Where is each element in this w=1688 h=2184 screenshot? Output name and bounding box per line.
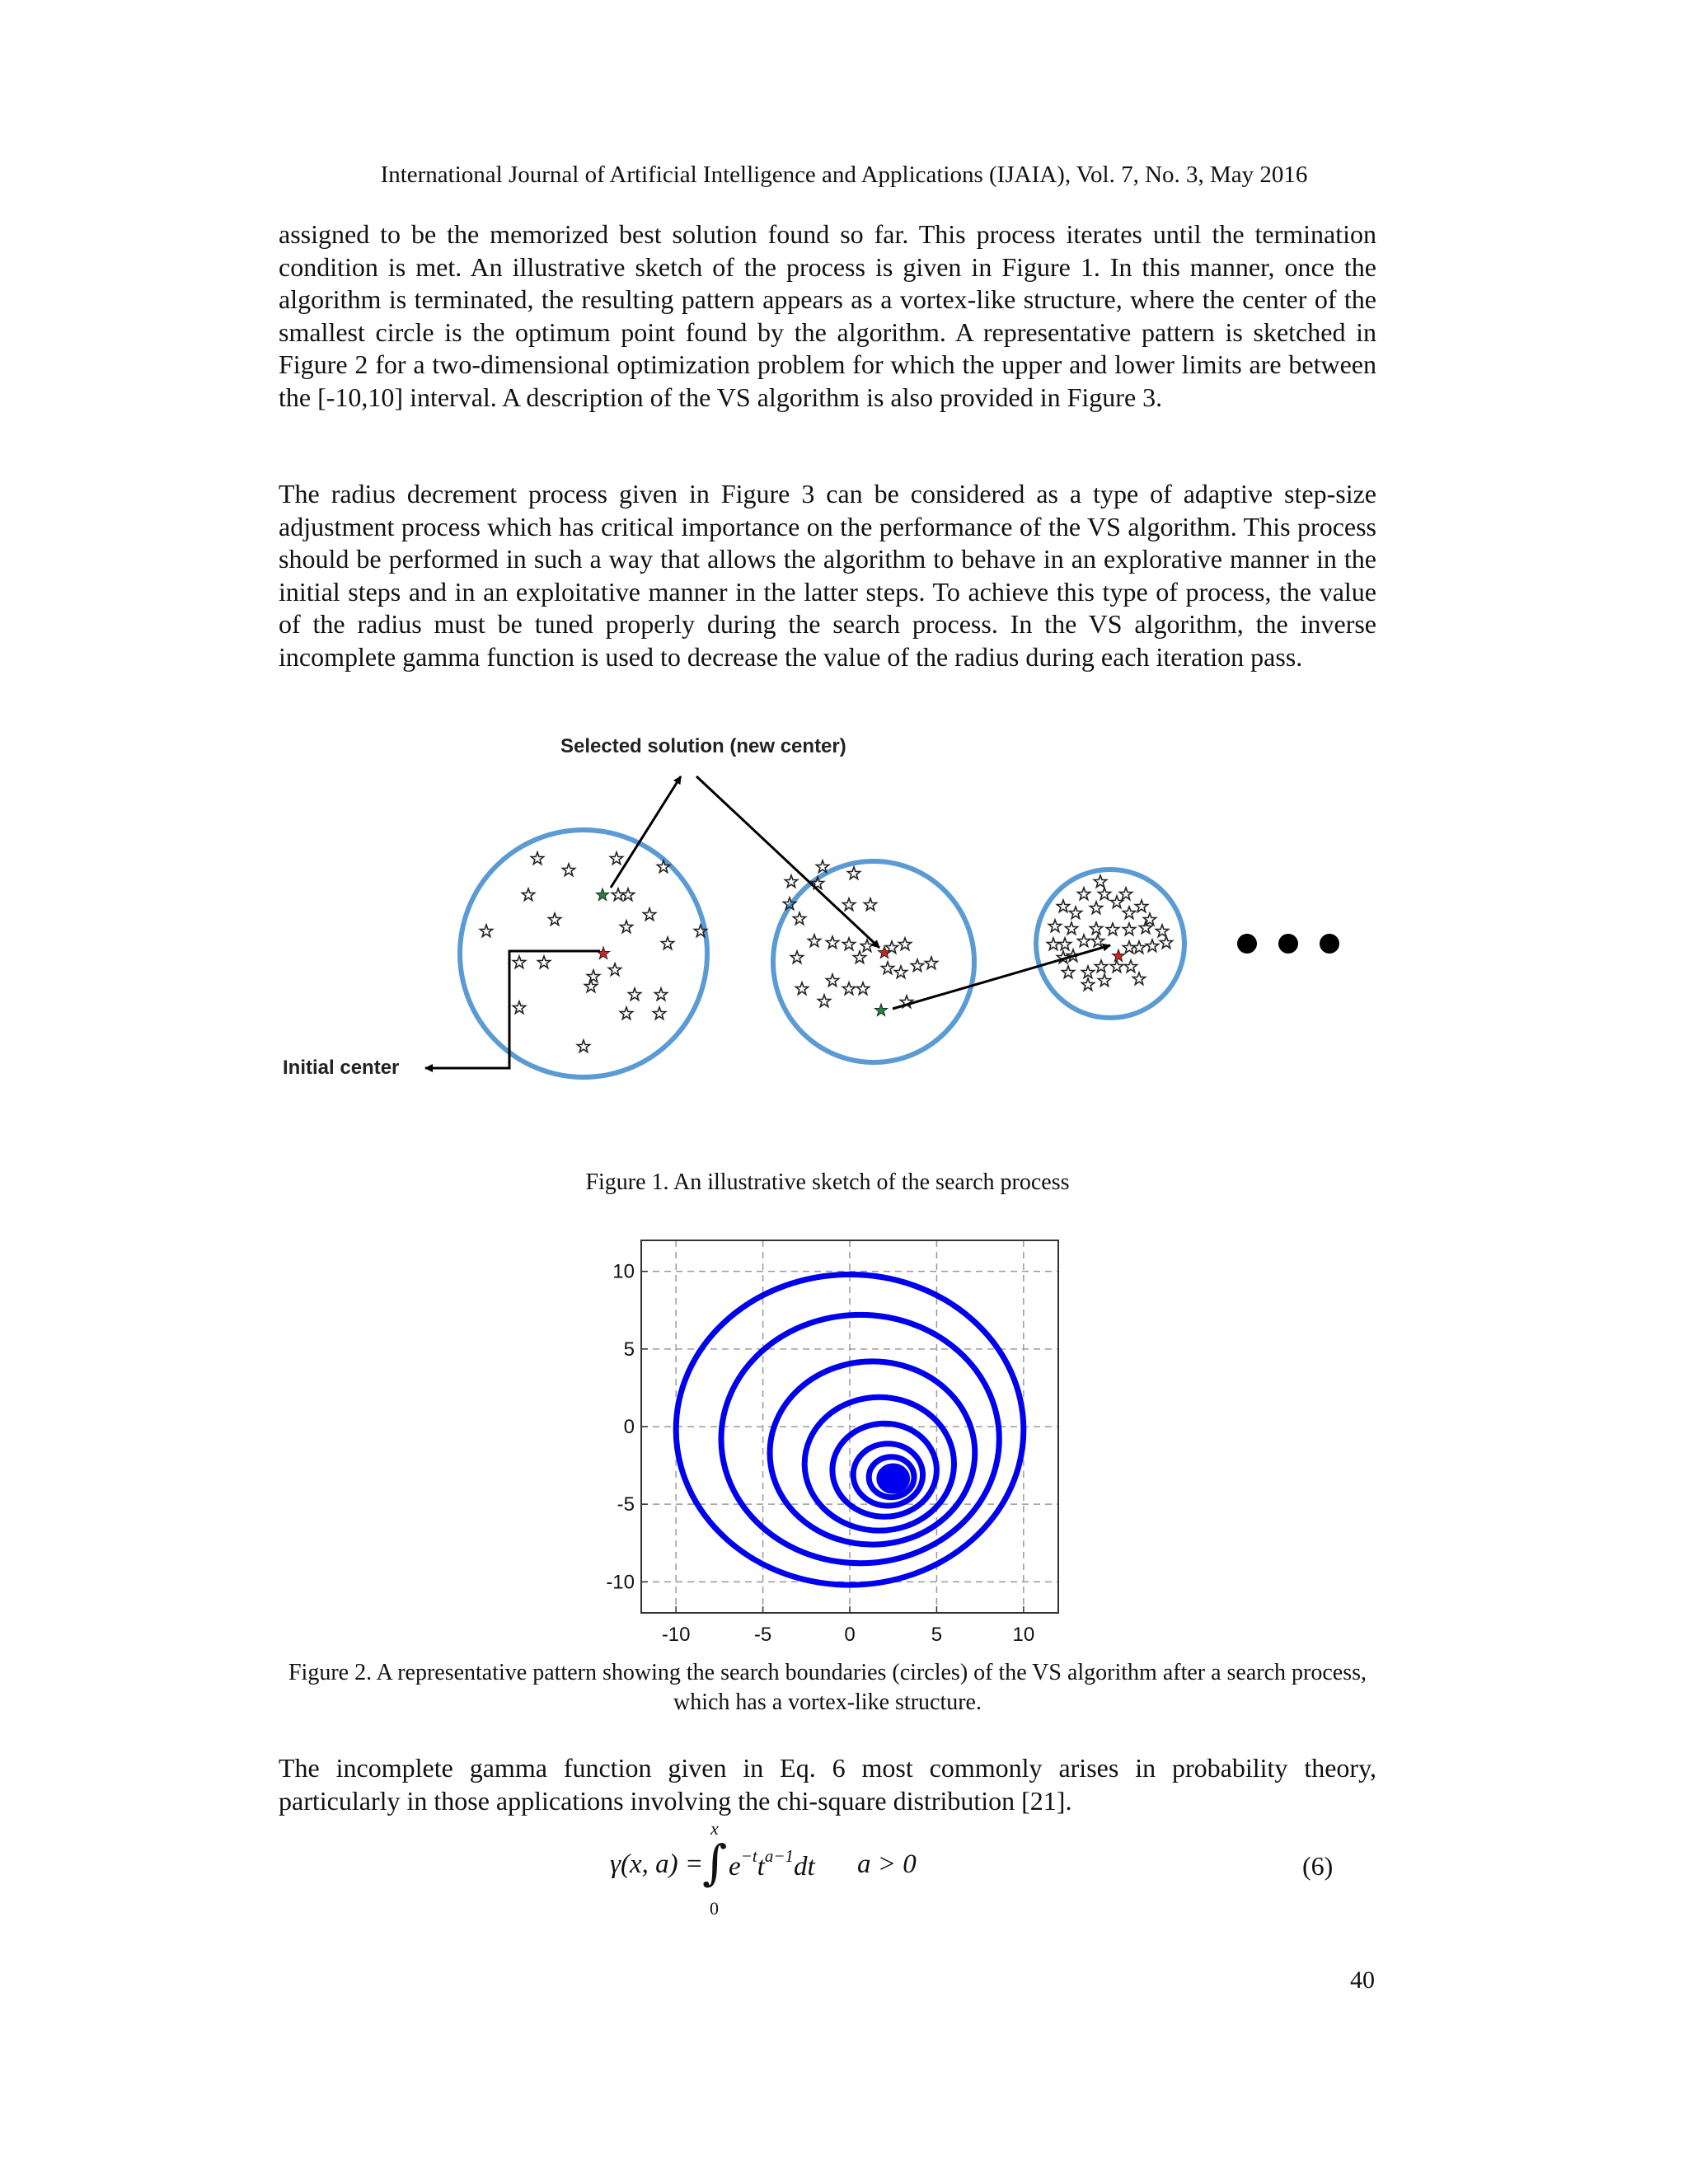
candidate-star [842, 938, 855, 950]
candidate-star [881, 962, 893, 974]
paragraph-2: The radius decrement process given in Figure 3 can be considered as a type of adaptive step-size adjustment process which has critical importance on the performance of the VS algorithm. This process should be performed in such a way that allows the algorithm to behave in an explorative manner in the initial steps and in an exploitative manner in the latter steps. To achieve this type of process, the value of the radius must be tuned properly during the search process. In the VS algorithm, the inverse incomplete gamma function is used to decrease the value of the radius during each iteration pass. [279, 479, 1376, 672]
candidate-star [1132, 972, 1145, 985]
candidate-star [577, 1040, 589, 1052]
candidate-star [808, 935, 820, 947]
candidate-star [1069, 907, 1081, 919]
candidate-star [1123, 907, 1135, 919]
integrand-exp2: a−1 [764, 1846, 795, 1866]
integral-upper-limit: x [710, 1818, 719, 1839]
selected-star-1 [596, 888, 608, 901]
integral-lower-limit: 0 [710, 1898, 719, 1919]
candidate-star [562, 864, 574, 876]
candidate-star [793, 912, 805, 925]
candidate-star [1047, 938, 1059, 950]
candidate-star [1077, 935, 1090, 947]
y-tick-label: 10 [612, 1260, 635, 1283]
candidate-star [1090, 902, 1102, 914]
x-tick-label: -10 [661, 1624, 691, 1644]
candidate-star [1048, 920, 1061, 932]
candidate-star [864, 898, 876, 911]
label-selected-solution: Selected solution (new center) [560, 735, 846, 757]
candidate-star [1135, 900, 1147, 912]
integrand [729, 1846, 815, 1882]
candidate-star [818, 995, 830, 1007]
arrow-to-next-center [893, 945, 1110, 1009]
candidate-star [826, 974, 838, 987]
candidate-star [513, 1001, 525, 1014]
equation-condition: a > 0 [857, 1849, 917, 1879]
running-header: International Journal of Artificial Intelligence and Applications (IJAIA), Vol. 7, No. 3, May 2016 [380, 162, 1308, 188]
figure-2-chart [593, 1232, 1071, 1644]
x-tick-label: 5 [931, 1624, 943, 1644]
equation-number: (6) [1302, 1851, 1334, 1881]
candidate-star [1119, 888, 1132, 900]
y-tick-label: 5 [623, 1338, 635, 1361]
candidate-star [925, 957, 937, 969]
y-tick-label: -5 [617, 1493, 635, 1516]
x-tick-label: -5 [753, 1624, 772, 1644]
candidate-star [1065, 922, 1077, 935]
candidate-star [1090, 922, 1102, 935]
continuation-dot-2 [1278, 934, 1298, 954]
center-star-3 [1112, 949, 1124, 962]
search-boundary-circle-4 [804, 1397, 954, 1530]
candidate-star [894, 966, 907, 978]
candidate-star [1077, 888, 1090, 900]
candidate-star [790, 951, 803, 963]
candidate-star [898, 938, 911, 950]
candidate-star [1098, 974, 1110, 987]
center-star-1 [597, 947, 609, 959]
figure-1-sketch [272, 725, 1409, 1096]
y-tick-label: -10 [606, 1571, 635, 1594]
candidate-star [1110, 896, 1123, 908]
integrand-dt: dt [794, 1852, 815, 1882]
x-tick-label: 0 [844, 1624, 856, 1644]
selected-star-2 [874, 1004, 887, 1016]
candidate-star [620, 1007, 632, 1019]
candidate-star [1081, 978, 1094, 991]
candidate-star [531, 852, 543, 865]
candidate-star [1123, 941, 1135, 954]
candidate-star [1098, 888, 1110, 900]
candidate-star [1124, 960, 1137, 972]
integrand-base2: t [757, 1852, 765, 1882]
candidate-star [628, 988, 640, 1001]
integral-sign: ∫ [702, 1835, 728, 1891]
candidate-star [1110, 960, 1123, 972]
label-initial-center: Initial center [283, 1057, 400, 1079]
candidate-star [1058, 938, 1071, 950]
candidate-star [853, 951, 865, 963]
candidate-star [537, 956, 550, 968]
candidate-star [654, 988, 667, 1001]
candidate-star [795, 982, 808, 995]
continuation-dot-1 [1237, 934, 1257, 954]
integrand-exp1: −t [740, 1846, 757, 1866]
candidate-star [1081, 966, 1094, 978]
candidate-star [1095, 960, 1107, 972]
candidate-star [842, 982, 855, 995]
candidate-star [911, 959, 923, 972]
candidate-star [513, 956, 525, 968]
candidate-star [584, 980, 597, 992]
candidate-star [1091, 935, 1104, 947]
candidate-star [842, 898, 855, 911]
candidate-star [1160, 936, 1172, 949]
candidate-star [1094, 875, 1106, 888]
page-number: 40 [1350, 1966, 1375, 1994]
candidate-star [612, 888, 624, 901]
candidate-star [1062, 966, 1074, 978]
candidate-star [1132, 941, 1145, 954]
continuation-dot-3 [1320, 934, 1339, 954]
candidate-star [522, 888, 534, 901]
figure-1-caption: Figure 1. An illustrative sketch of the search process [585, 1169, 1070, 1195]
equation-lhs: γ(x, a) = [610, 1849, 704, 1879]
paragraph-1: assigned to be the memorized best solution found so far. This process iterates until the termination condition is met. An illustrative sketch of the process is given in Figure 1. In this manner, once the algorithm is terminated, the resulting pattern appears as a vortex-like structure, where the center of the smallest circle is the optimum point found by the algorithm. A representative pattern is sketched in Figure 2 for a two-dimensional optimization problem for which the upper and lower limits are between the [-10,10] interval. A description of the VS algorithm is also provided in Figure 3. [279, 219, 1376, 412]
figure-2-caption: Figure 2. A representative pattern showing the search boundaries (circles) of the VS algorithm after a search process, which has a vortex-like structure. [288, 1660, 1367, 1715]
candidate-star [1057, 900, 1069, 912]
candidate-star [480, 925, 492, 937]
candidate-star [587, 970, 599, 982]
candidate-star [653, 1007, 665, 1019]
candidate-star [1146, 940, 1158, 952]
candidate-star [826, 936, 838, 949]
candidate-star [548, 913, 560, 926]
candidate-star [621, 888, 634, 901]
candidate-star [847, 867, 860, 879]
candidate-star [643, 908, 655, 921]
arrow-initial-center [425, 951, 600, 1068]
search-circle-2 [773, 861, 974, 1062]
candidate-star [785, 875, 797, 888]
integrand-base: e [729, 1852, 741, 1882]
candidate-star [1106, 923, 1118, 935]
paragraph-3: The incomplete gamma function given in Eq. 6 most commonly arises in probability theory, particularly in those applications involving the chi-square distribution [21]. [279, 1753, 1376, 1816]
candidate-star [620, 921, 632, 933]
candidate-star [1156, 925, 1168, 937]
candidate-star [661, 937, 673, 949]
candidate-star [610, 852, 622, 865]
x-tick-label: 10 [1012, 1624, 1035, 1644]
arrow-to-label [611, 776, 681, 888]
candidate-star [608, 963, 621, 976]
candidate-star [856, 982, 869, 995]
search-boundary-circle-8 [879, 1466, 907, 1491]
candidate-star [1123, 923, 1135, 935]
y-tick-label: 0 [623, 1416, 635, 1438]
